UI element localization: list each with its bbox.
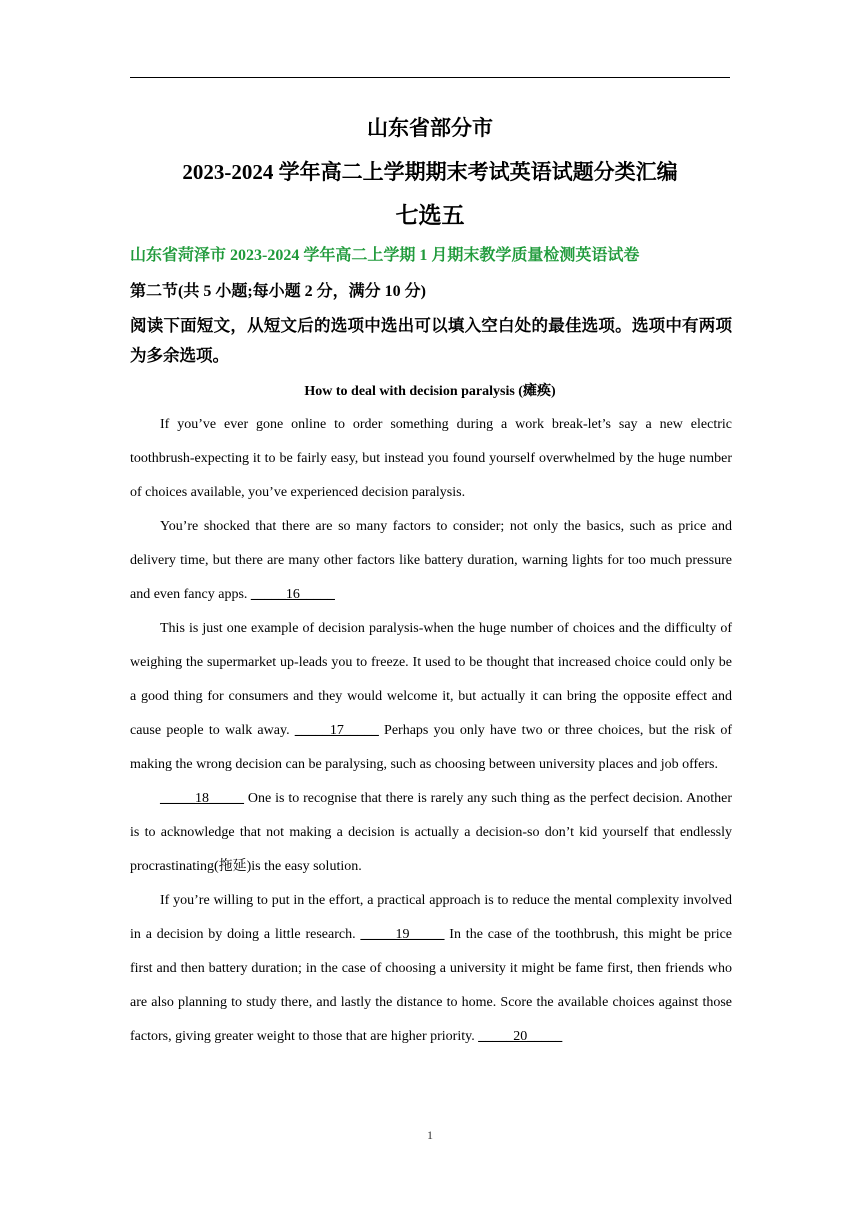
section-heading: 第二节(共 5 小题;每小题 2 分，满分 10 分)	[130, 283, 426, 300]
paragraph-4-text: One is to recognise that there is rarely any such thing as the perfect decision. Another is to acknowledge that not making a decision is actually a decision-so don’t kid yourself that endlessly procrastinating(拖延)is the easy solution.	[130, 791, 733, 874]
paragraph-5-text-b: In the case of the toothbrush, this might be price first and then battery duration; in the case of choosing a university it might be fame first, then friends who are also planning to study there, and lastly the distance to home. Score the available choices against those factors, giving greater weight to those that are higher priority.	[130, 927, 733, 1044]
paragraph-2	[130, 510, 732, 612]
paragraph-1	[130, 408, 732, 510]
paragraph-5-text-a: If you’re willing to put in the effort, a practical approach is to reduce the mental complexity involved in a decision by doing a little research.	[130, 893, 732, 942]
title-line-1: 山东省部分市	[367, 116, 493, 140]
passage-body	[130, 408, 732, 1054]
instruction: 阅读下面短文，从短文后的选项中选出可以填入空白处的最佳选项。选项中有两项为多余选项。	[130, 316, 732, 365]
exam-source: 山东省菏泽市 2023-2024 学年高二上学期 1 月期末教学质量检测英语试卷	[130, 247, 640, 264]
paragraph-3	[130, 612, 732, 782]
header-rule	[130, 77, 730, 78]
blank-20[interactable]: _____20_____	[478, 1029, 563, 1044]
paragraph-3-text-b: Perhaps you only have two or three choices, but the risk of making the wrong decision can be paralysing, such as choosing between university places and job offers.	[130, 723, 733, 772]
paragraph-4	[130, 782, 732, 884]
passage-title: How to deal with decision paralysis (瘫痪)	[304, 384, 556, 399]
paragraph-2-text: You’re shocked that there are so many factors to consider; not only the basics, such as price and delivery time, but there are many other factors like battery duration, warning lights for too much pressure and even fancy apps.	[130, 519, 732, 602]
paragraph-5	[130, 884, 732, 1054]
title-line-3: 七选五	[395, 203, 465, 228]
paragraph-1-text: If you’ve ever gone online to order something during a work break-let’s say a new electric toothbrush-expecting it to be fairly easy, but instead you found yourself overwhelmed by the huge number of choices available, you’ve experienced decision paralysis.	[130, 417, 732, 500]
blank-19[interactable]: _____19_____	[360, 927, 445, 942]
blank-16[interactable]: _____16_____	[250, 587, 335, 602]
page-number: 1	[427, 1128, 433, 1142]
blank-17[interactable]: _____17_____	[294, 723, 379, 738]
blank-18[interactable]: _____18_____	[160, 791, 244, 806]
paragraph-3-text-a: This is just one example of decision paralysis-when the huge number of choices and the difficulty of weighing the supermarket up-leads you to freeze. It used to be thought that increased choice could only be a good thing for consumers and they would welcome it, but actually it can bring the opposite effect and cause people to walk away.	[130, 621, 732, 738]
title-line-2: 2023-2024 学年高二上学期期末考试英语试题分类汇编	[182, 160, 678, 184]
